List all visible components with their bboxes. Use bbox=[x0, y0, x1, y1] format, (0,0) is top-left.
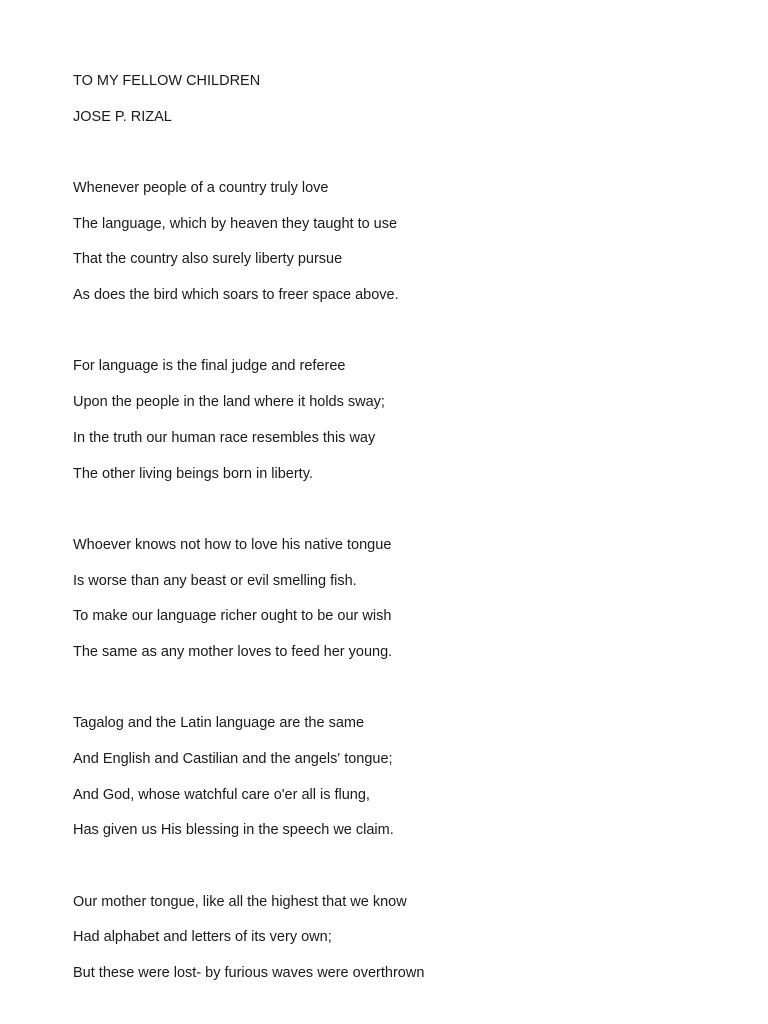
stanza-gap bbox=[73, 679, 728, 715]
poem-line: That the country also surely liberty pursue bbox=[73, 251, 343, 268]
poem-line: Is worse than any beast or evil smelling fish. bbox=[73, 572, 357, 589]
poem-line: Whenever people of a country truly love bbox=[73, 180, 329, 196]
poem-line: And God, whose watchful care o'er all is flung, bbox=[73, 786, 370, 803]
poem-line: For language is the final judge and referee bbox=[73, 358, 346, 375]
stanza-2 bbox=[73, 357, 728, 500]
poem-title: TO MY FELLOW CHILDREN bbox=[73, 73, 261, 89]
stanza-gap bbox=[73, 322, 728, 358]
stanza-gap bbox=[73, 500, 728, 536]
stanza-1 bbox=[73, 179, 728, 322]
poem-line: To make our language richer ought to be our wish bbox=[73, 608, 392, 625]
stanza-3 bbox=[73, 536, 728, 679]
poem-line: Our mother tongue, like all the highest that we know bbox=[73, 893, 407, 910]
poem-line: The language, which by heaven they taught to use bbox=[73, 215, 398, 232]
poem-line: Whoever knows not how to love his native tongue bbox=[73, 536, 392, 553]
poem-line: In the truth our human race resembles this way bbox=[73, 429, 376, 446]
poem-line: And English and Castilian and the angels' tongue; bbox=[73, 751, 393, 767]
stanza-gap bbox=[73, 857, 728, 893]
stanza-5 bbox=[73, 893, 728, 1000]
poem-line: But these were lost- by furious waves were overthrown bbox=[73, 965, 425, 982]
stanza-4 bbox=[73, 714, 728, 857]
poem-line: Upon the people in the land where it holds sway; bbox=[73, 394, 385, 411]
poem-line: The other living beings born in liberty. bbox=[73, 465, 313, 482]
spacer bbox=[73, 144, 728, 179]
poem-line: Tagalog and the Latin language are the same bbox=[73, 715, 365, 732]
poem-author: JOSE P. RIZAL bbox=[73, 109, 172, 125]
poem-line: As does the bird which soars to freer space above. bbox=[73, 287, 399, 304]
poem-line: Has given us His blessing in the speech we claim. bbox=[73, 822, 394, 839]
poem-line: The same as any mother loves to feed her young. bbox=[73, 643, 393, 660]
poem-body bbox=[73, 72, 728, 1000]
poem-line: Had alphabet and letters of its very own; bbox=[73, 929, 332, 946]
